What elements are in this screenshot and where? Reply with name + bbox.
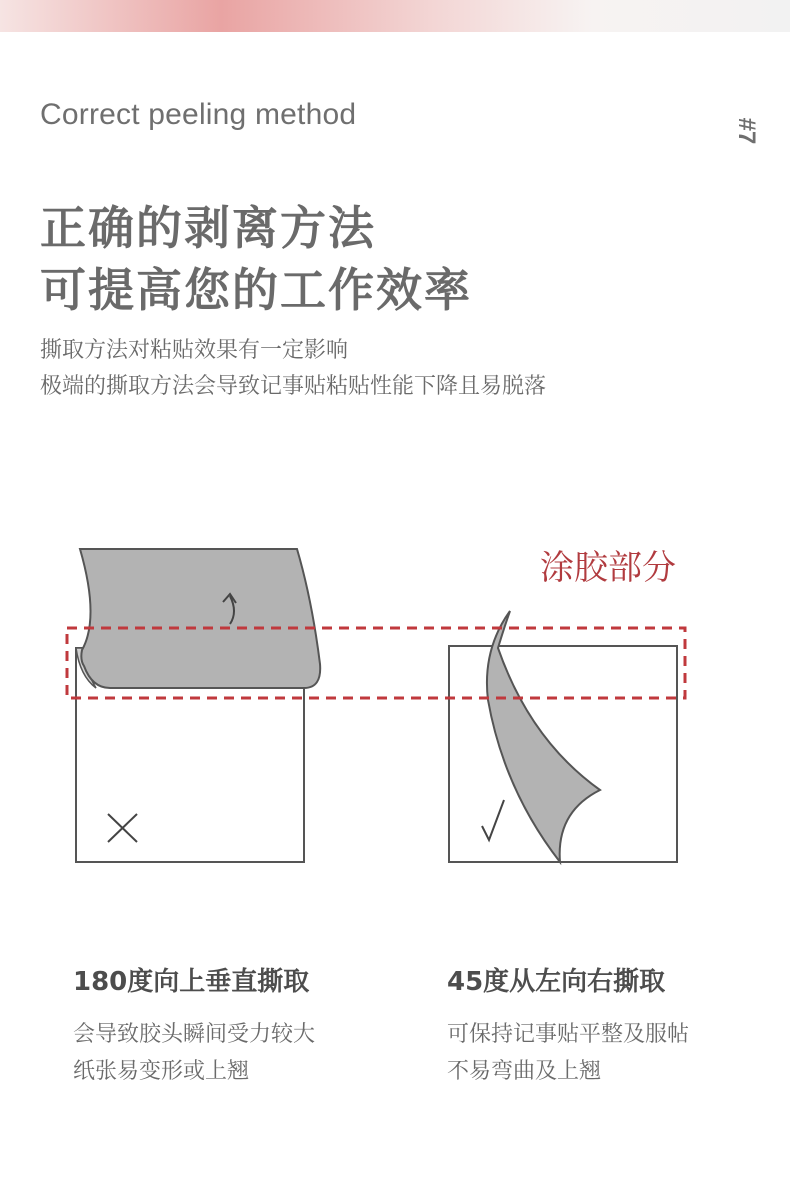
main-title-line-2: 可提高您的工作效率 bbox=[40, 263, 472, 317]
wrong-method-title: 180度向上垂直撕取 bbox=[73, 967, 310, 997]
top-gradient-bar bbox=[0, 0, 790, 32]
english-subtitle: Correct peeling method bbox=[40, 98, 357, 131]
wrong-method-text-line-1: 会导致胶头瞬间受力较大 bbox=[73, 1022, 316, 1047]
description-line-1: 撕取方法对粘贴效果有一定影响 bbox=[40, 338, 349, 363]
main-title-line-1: 正确的剥离方法 bbox=[40, 201, 376, 255]
page-number: #7 bbox=[733, 117, 760, 145]
description-line-2: 极端的撕取方法会导致记事贴粘贴性能下降且易脱落 bbox=[40, 374, 547, 399]
correct-method-text-line-1: 可保持记事贴平整及服帖 bbox=[447, 1022, 690, 1047]
wrong-method-illustration bbox=[76, 549, 320, 862]
correct-method-illustration bbox=[449, 611, 677, 862]
correct-method-text-line-2: 不易弯曲及上翘 bbox=[447, 1059, 602, 1084]
adhesive-area-label: 涂胶部分 bbox=[540, 548, 676, 588]
correct-method-title: 45度从左向右撕取 bbox=[447, 967, 666, 997]
left-lifted-paper bbox=[80, 549, 320, 688]
wrong-method-text-line-2: 纸张易变形或上翘 bbox=[73, 1059, 250, 1084]
